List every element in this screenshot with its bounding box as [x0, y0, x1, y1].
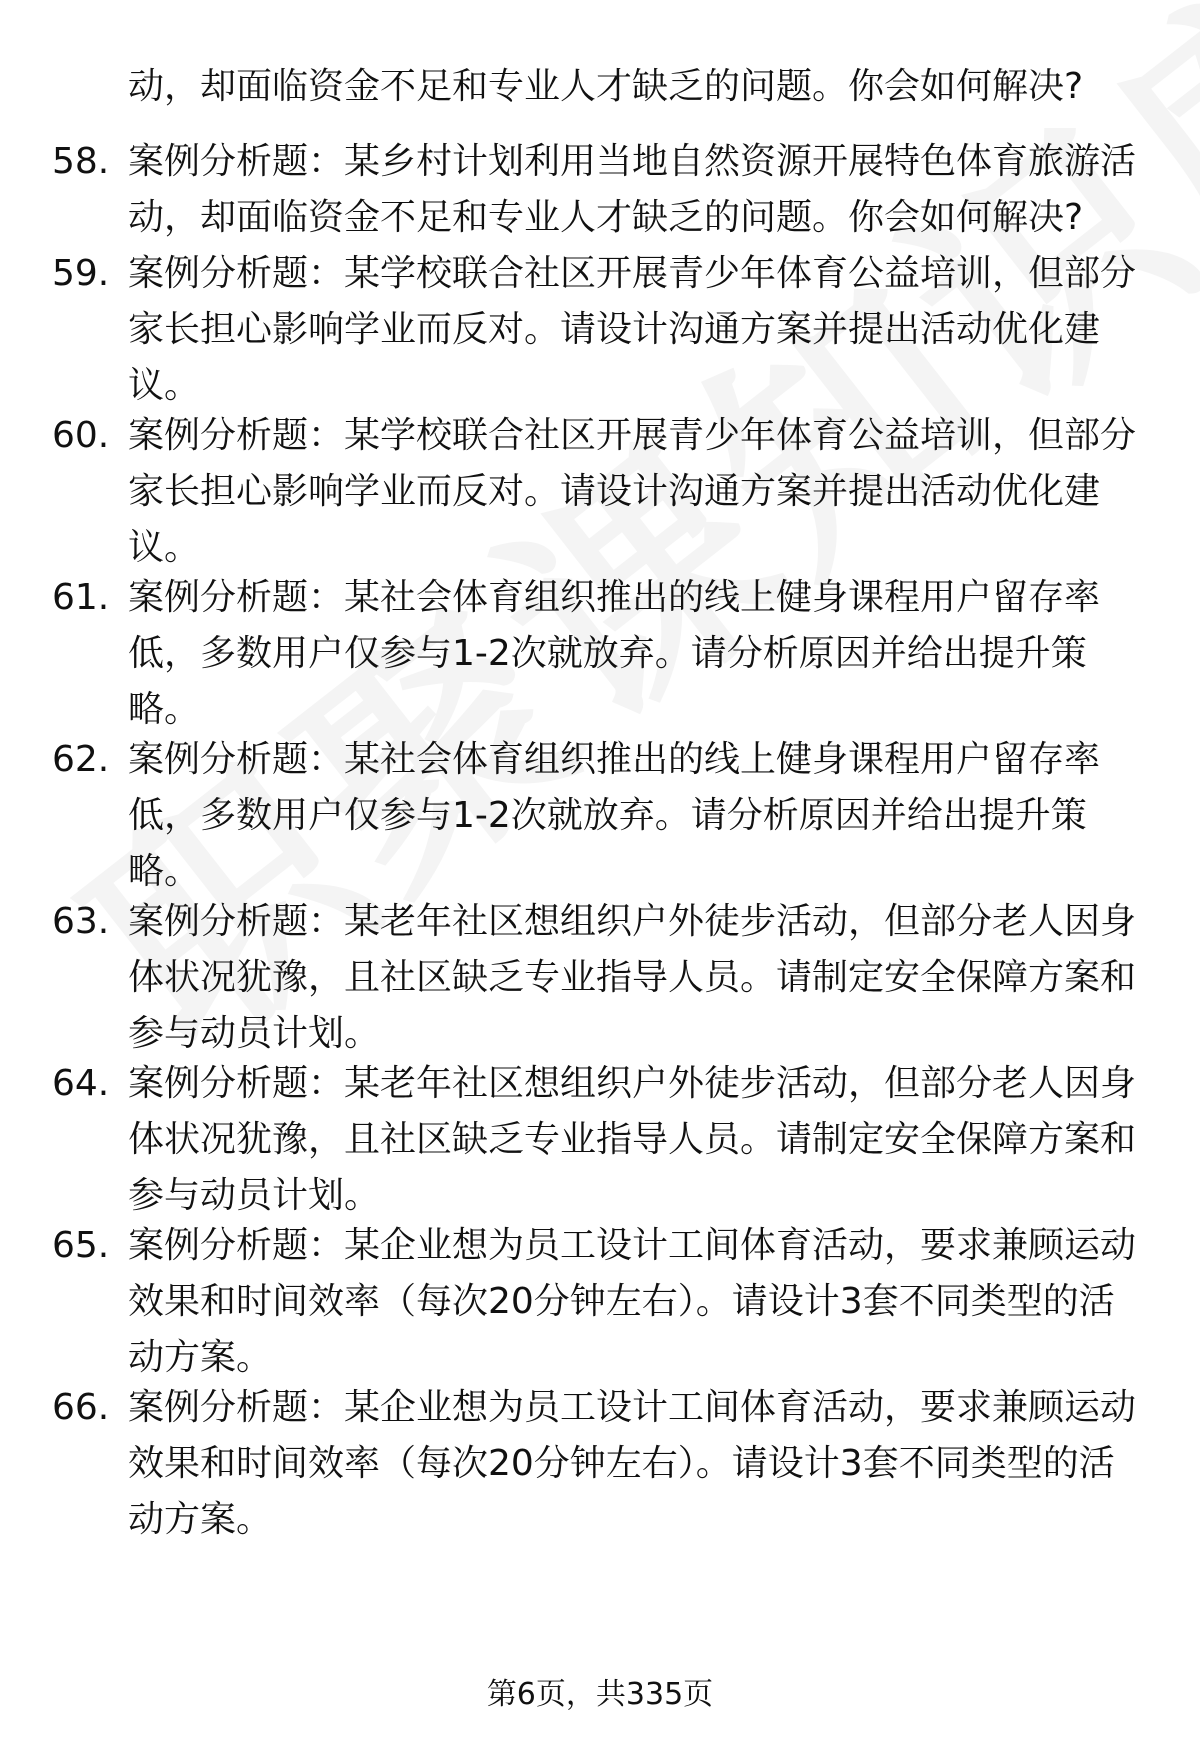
question-line: 案例分析题：某学校联合社区开展青少年体育公益培训，但部分: [128, 415, 1137, 456]
question-line: 略。: [128, 851, 201, 892]
question-line: 低，多数用户仅参与1-2次就放弃。请分析原因并给出提升策: [128, 795, 1087, 836]
question-line: 动方案。: [128, 1337, 273, 1378]
question-line: 家长担心影响学业而反对。请设计沟通方案并提出活动优化建: [128, 309, 1101, 350]
question-number: 64.: [52, 1063, 110, 1104]
question-line: 案例分析题：某企业想为员工设计工间体育活动，要求兼顾运动: [128, 1387, 1137, 1428]
question-text: [128, 1218, 1148, 1386]
question-text: [128, 1056, 1148, 1224]
question-text: [128, 246, 1148, 414]
question-line: 动方案。: [128, 1499, 273, 1540]
question-line: 参与动员计划。: [128, 1013, 381, 1054]
question-line: 案例分析题：某社会体育组织推出的线上健身课程用户留存率: [128, 739, 1101, 780]
question-line: 案例分析题：某社会体育组织推出的线上健身课程用户留存率: [128, 577, 1101, 618]
question-line: 案例分析题：某企业想为员工设计工间体育活动，要求兼顾运动: [128, 1225, 1137, 1266]
question-line: 效果和时间效率（每次20分钟左右）。请设计3套不同类型的活: [128, 1281, 1115, 1322]
question-number: 66.: [52, 1387, 110, 1428]
question-text: [128, 732, 1148, 900]
question-line: 家长担心影响学业而反对。请设计沟通方案并提出活动优化建: [128, 471, 1101, 512]
question-line: 体状况犹豫，且社区缺乏专业指导人员。请制定安全保障方案和: [128, 957, 1137, 998]
question-line: 略。: [128, 689, 201, 730]
question-line: 议。: [128, 527, 201, 568]
question-line: 案例分析题：某老年社区想组织户外徒步活动，但部分老人因身: [128, 901, 1137, 942]
question-text: [128, 134, 1148, 246]
question-line: 低，多数用户仅参与1-2次就放弃。请分析原因并给出提升策: [128, 633, 1087, 674]
continued-question-line: 动，却面临资金不足和专业人才缺乏的问题。你会如何解决?: [128, 66, 1084, 107]
question-number: 65.: [52, 1225, 110, 1266]
question-line: 参与动员计划。: [128, 1175, 381, 1216]
question-number: 59.: [52, 253, 110, 294]
question-line: 体状况犹豫，且社区缺乏专业指导人员。请制定安全保障方案和: [128, 1119, 1137, 1160]
page-footer: 第6页，共335页: [486, 1677, 714, 1712]
question-number: 61.: [52, 577, 110, 618]
question-text: [128, 1380, 1148, 1548]
question-number: 63.: [52, 901, 110, 942]
question-text: [128, 570, 1148, 738]
question-line: 案例分析题：某乡村计划利用当地自然资源开展特色体育旅游活: [128, 141, 1137, 182]
question-text: [128, 408, 1148, 576]
question-line: 议。: [128, 365, 201, 406]
question-line: 动，却面临资金不足和专业人才缺乏的问题。你会如何解决?: [128, 197, 1084, 238]
question-line: 效果和时间效率（每次20分钟左右）。请设计3套不同类型的活: [128, 1443, 1115, 1484]
question-number: 60.: [52, 415, 110, 456]
question-number: 62.: [52, 739, 110, 780]
question-line: 案例分析题：某学校联合社区开展青少年体育公益培训，但部分: [128, 253, 1137, 294]
question-text: [128, 894, 1148, 1062]
question-line: 案例分析题：某老年社区想组织户外徒步活动，但部分老人因身: [128, 1063, 1137, 1104]
question-number: 58.: [52, 141, 110, 182]
